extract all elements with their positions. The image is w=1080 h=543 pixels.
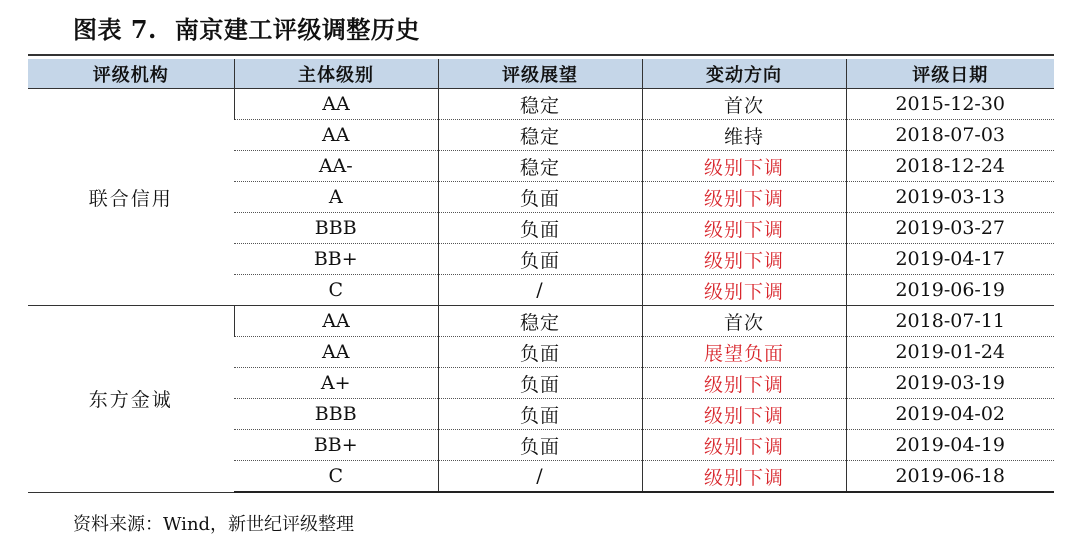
rating-cell: AA-	[234, 151, 438, 182]
agency-cell: 联合信用	[28, 89, 234, 306]
date-cell: 2019-06-18	[846, 461, 1054, 493]
date-cell: 2019-04-19	[846, 430, 1054, 461]
rating-cell: BB+	[234, 244, 438, 275]
direction-cell: 级别下调	[642, 368, 846, 399]
rating-cell: C	[234, 461, 438, 493]
rating-cell: BB+	[234, 430, 438, 461]
table-body	[28, 89, 1054, 493]
direction-cell: 级别下调	[642, 244, 846, 275]
outlook-cell: 负面	[438, 337, 642, 368]
date-cell: 2019-04-17	[846, 244, 1054, 275]
rating-cell: AA	[234, 337, 438, 368]
figure-title	[73, 10, 420, 45]
outlook-cell: /	[438, 461, 642, 493]
direction-cell: 维持	[642, 120, 846, 151]
date-cell: 2019-04-02	[846, 399, 1054, 430]
title-divider	[28, 54, 1054, 56]
figure-number: 图表 7.	[73, 15, 157, 44]
source-note: 资料来源：Wind，新世纪评级整理	[73, 514, 355, 535]
direction-cell: 级别下调	[642, 275, 846, 306]
date-cell: 2018-12-24	[846, 151, 1054, 182]
rating-cell: AA	[234, 120, 438, 151]
direction-cell: 首次	[642, 89, 846, 120]
date-cell: 2019-06-19	[846, 275, 1054, 306]
outlook-cell: 稳定	[438, 120, 642, 151]
rating-cell: AA	[234, 89, 438, 120]
date-cell: 2019-01-24	[846, 337, 1054, 368]
header-direction: 变动方向	[642, 59, 846, 89]
date-cell: 2019-03-19	[846, 368, 1054, 399]
direction-cell: 级别下调	[642, 151, 846, 182]
agency-cell: 东方金诚	[28, 306, 234, 493]
rating-history-table	[28, 59, 1054, 493]
rating-cell: C	[234, 275, 438, 306]
rating-cell: AA	[234, 306, 438, 337]
date-cell: 2019-03-13	[846, 182, 1054, 213]
outlook-cell: 负面	[438, 213, 642, 244]
outlook-cell: 稳定	[438, 89, 642, 120]
header-agency: 评级机构	[28, 59, 234, 89]
header-outlook: 评级展望	[438, 59, 642, 89]
table-row	[28, 89, 1054, 120]
direction-cell: 级别下调	[642, 399, 846, 430]
rating-cell: A+	[234, 368, 438, 399]
outlook-cell: 负面	[438, 399, 642, 430]
table-row	[28, 306, 1054, 337]
direction-cell: 首次	[642, 306, 846, 337]
direction-cell: 展望负面	[642, 337, 846, 368]
outlook-cell: 负面	[438, 182, 642, 213]
direction-cell: 级别下调	[642, 182, 846, 213]
outlook-cell: 负面	[438, 244, 642, 275]
outlook-cell: 负面	[438, 430, 642, 461]
rating-cell: A	[234, 182, 438, 213]
direction-cell: 级别下调	[642, 213, 846, 244]
rating-cell: BBB	[234, 213, 438, 244]
direction-cell: 级别下调	[642, 461, 846, 493]
header-rating: 主体级别	[234, 59, 438, 89]
table-header-row	[28, 59, 1054, 89]
outlook-cell: 稳定	[438, 151, 642, 182]
figure-title-text: 南京建工评级调整历史	[174, 15, 420, 44]
date-cell: 2018-07-11	[846, 306, 1054, 337]
direction-cell: 级别下调	[642, 430, 846, 461]
outlook-cell: 负面	[438, 368, 642, 399]
date-cell: 2019-03-27	[846, 213, 1054, 244]
date-cell: 2018-07-03	[846, 120, 1054, 151]
outlook-cell: /	[438, 275, 642, 306]
header-date: 评级日期	[846, 59, 1054, 89]
rating-cell: BBB	[234, 399, 438, 430]
date-cell: 2015-12-30	[846, 89, 1054, 120]
outlook-cell: 稳定	[438, 306, 642, 337]
